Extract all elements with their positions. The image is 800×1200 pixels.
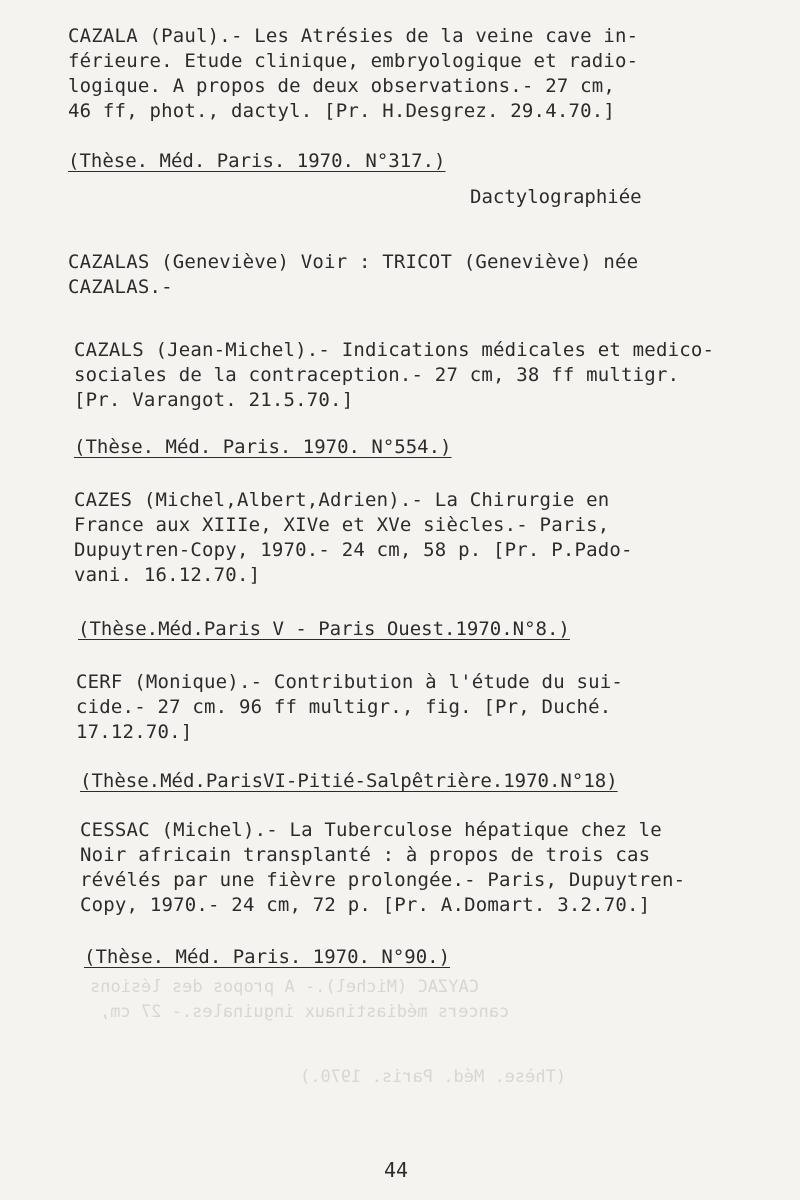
entry-line: férieure. Etude clinique, embryologique et radio- (68, 50, 639, 72)
entry-line: révélés par une fièvre prolongée.- Paris, Dupuytren- (80, 869, 686, 891)
entry-line: 17.12.70.] (76, 721, 193, 743)
entry-line: France aux XIIIe, XIVe et XVe siècles.- Paris, (74, 514, 610, 536)
bibliographic-entry (74, 338, 764, 413)
thesis-reference: (Thèse. Méd. Paris. 1970. N°90.) (84, 946, 451, 968)
bleed-through-text: (Thèse. Méd. Paris. 1970.) (300, 1067, 567, 1087)
entry-line: CESSAC (Michel).- La Tuberculose hépatique chez le (80, 819, 662, 841)
entry-line: cide.- 27 cm. 96 ff multigr., fig. [Pr, Duché. (76, 696, 612, 718)
entry-line: vani. 16.12.70.] (74, 564, 261, 586)
entry-line: CAZALAS (Geneviève) Voir : TRICOT (Geneviève) née (68, 251, 639, 273)
bibliographic-entry (68, 24, 758, 124)
thesis-reference: (Thèse. Méd. Paris. 1970. N°554.) (74, 436, 452, 458)
entry-line: Noir africain transplanté : à propos de trois cas (80, 844, 651, 866)
bibliographic-entry (68, 250, 758, 300)
bibliographic-entry (76, 670, 766, 745)
entry-line: CAZALS (Jean-Michel).- Indications médicales et medico- (74, 339, 715, 361)
entry-line: 46 ff, phot., dactyl. [Pr. H.Desgrez. 29.4.70.] (68, 100, 616, 122)
bibliographic-entry (80, 818, 770, 918)
thesis-reference: (Thèse.Méd.ParisVI-Pitié-Salpêtrière.1970.N°18) (80, 770, 618, 792)
entry-line: CAZES (Michel,Albert,Adrien).- La Chirurgie en (74, 489, 610, 511)
thesis-reference: (Thèse.Méd.Paris V - Paris Ouest.1970.N°8.) (78, 618, 570, 640)
bleed-through-text: CAYZAC (Michel).- A propos des lésions (90, 977, 479, 997)
page-number: 44 (384, 1158, 409, 1182)
typescript-note: Dactylographiée (470, 186, 642, 208)
entry-line: [Pr. Varangot. 21.5.70.] (74, 389, 354, 411)
bibliographic-entry (74, 488, 764, 588)
entry-line: CERF (Monique).- Contribution à l'étude du sui- (76, 671, 624, 693)
entry-line: logique. A propos de deux observations.- 27 cm, (68, 75, 616, 97)
entry-line: CAZALA (Paul).- Les Atrésies de la veine cave in- (68, 25, 639, 47)
entry-line: CAZALAS.- (68, 276, 173, 298)
bleed-through-text: cancers médiastinaux inguinales.- 27 cm, (100, 1002, 510, 1022)
thesis-reference: (Thèse. Méd. Paris. 1970. N°317.) (68, 150, 446, 172)
entry-line: sociales de la contraception.- 27 cm, 38 ff multigr. (74, 364, 680, 386)
entry-line: Copy, 1970.- 24 cm, 72 p. [Pr. A.Domart. 3.2.70.] (80, 894, 651, 916)
entry-line: Dupuytren-Copy, 1970.- 24 cm, 58 p. [Pr. P.Pado- (74, 539, 633, 561)
